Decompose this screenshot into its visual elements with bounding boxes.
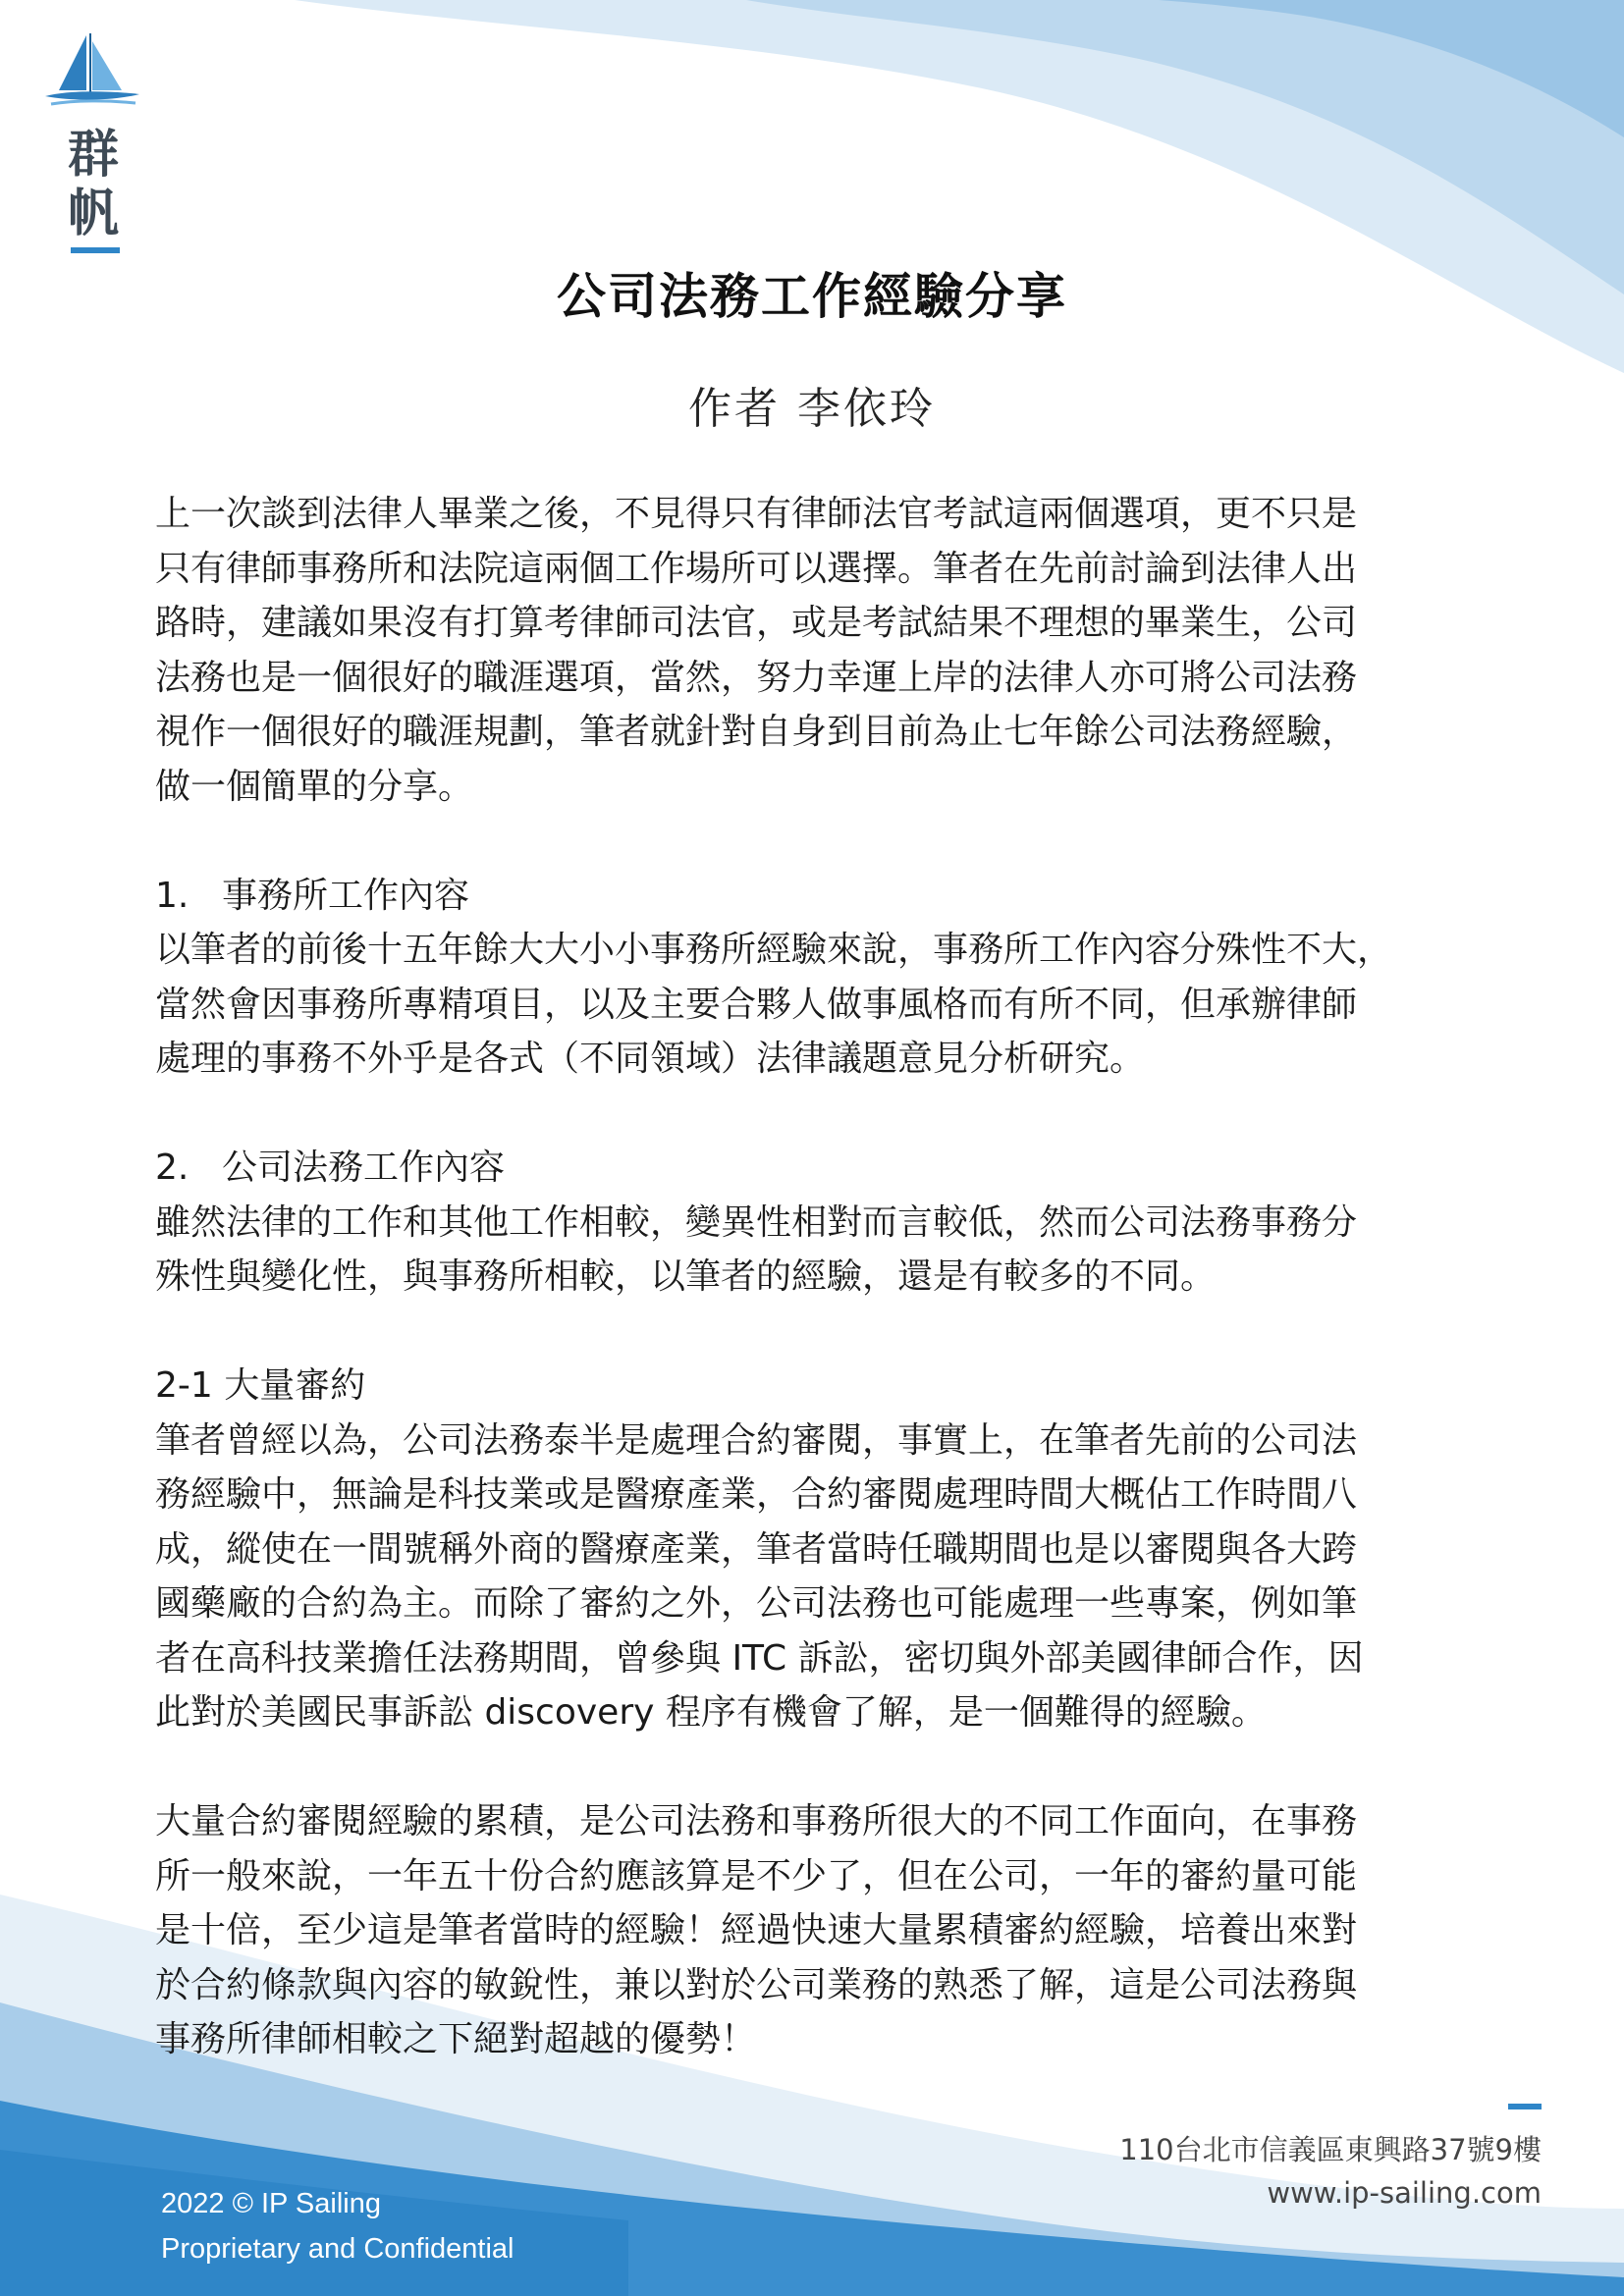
- section2-1-line: 此對於美國民事訴訟 discovery 程序有機會了解，是一個難得的經驗。: [155, 1692, 1267, 1733]
- brand-name-line2: 帆: [67, 185, 119, 243]
- intro-line: 路時，建議如果沒有打算考律師司法官，或是考試結果不理想的畢業生，公司: [155, 603, 1358, 643]
- sailboat-logo-icon: [37, 31, 145, 112]
- section1-line: 以筆者的前後十五年餘大大小小事務所經驗來說，事務所工作內容分殊性不大，: [155, 930, 1393, 970]
- paragraph-gap: [155, 814, 1490, 869]
- address-accent-bar: [1508, 2104, 1542, 2109]
- section2-number: 2.: [155, 1148, 189, 1188]
- section2-paragraph: [155, 1196, 1490, 1305]
- paragraph-gap: [155, 1740, 1490, 1795]
- intro-line: 做一個簡單的分享。: [155, 766, 474, 807]
- intro-line: 只有律師事務所和法院這兩個工作場所可以選擇。筆者在先前討論到法律人出: [155, 548, 1358, 589]
- closing-line: 所一般來說，一年五十份合約應該算是不少了，但在公司，一年的審約量可能: [155, 1855, 1358, 1896]
- section1-line: 當然會因事務所專精項目，以及主要合夥人做事風格而有所不同，但承辦律師: [155, 984, 1358, 1025]
- brand-accent-bar: [71, 247, 120, 253]
- section1-number: 1.: [155, 875, 189, 916]
- section2-1-line: 者在高科技業擔任法務期間，曾參與 ITC 訴訟，密切與外部美國律師合作，因: [155, 1637, 1364, 1679]
- section2-1-heading: [155, 1359, 1490, 1414]
- section2-heading: [155, 1141, 1490, 1196]
- intro-line: 法務也是一個很好的職涯選項，當然，努力幸運上岸的法律人亦可將公司法務: [155, 657, 1358, 698]
- closing-line: 事務所律師相較之下絕對超越的優勢！: [155, 2019, 757, 2059]
- brand-name-line1: 群: [67, 126, 119, 185]
- closing-line: 大量合約審閱經驗的累積，是公司法務和事務所很大的不同工作面向，在事務: [155, 1801, 1358, 1842]
- section2-line: 殊性與變化性，與事務所相較，以筆者的經驗，還是有較多的不同。: [155, 1256, 1217, 1297]
- paragraph-gap: [155, 1087, 1490, 1142]
- company-address-block: [1119, 2128, 1542, 2215]
- brand-name: [59, 126, 128, 243]
- intro-paragraph: [155, 487, 1490, 814]
- closing-paragraph: [155, 1794, 1490, 2067]
- section2-1-line: 成，縱使在一間號稱外商的醫療產業，筆者當時任職期間也是以審閱與各大跨: [155, 1528, 1358, 1570]
- article-body: [155, 487, 1490, 2067]
- section2-line: 雖然法律的工作和其他工作相較，變異性相對而言較低，然而公司法務事務分: [155, 1201, 1358, 1243]
- article-author: 作者 李依玲: [688, 384, 936, 434]
- copyright-text: 2022 © IP Sailing: [161, 2188, 381, 2219]
- closing-line: 是十倍，至少這是筆者當時的經驗！經過快速大量累積審約經驗，培養出來對: [155, 1910, 1358, 1950]
- closing-line: 於合約條款與內容的敏銳性，兼以對於公司業務的熟悉了解，這是公司法務與: [155, 1964, 1358, 2005]
- confidential-text: Proprietary and Confidential: [161, 2233, 514, 2265]
- brand-logo: [37, 31, 145, 112]
- section2-1-paragraph: [155, 1414, 1490, 1740]
- footer-legal: [161, 2181, 514, 2271]
- intro-line: 視作一個很好的職涯規劃，筆者就針對自身到目前為止七年餘公司法務經驗，: [155, 712, 1358, 752]
- article-title: 公司法務工作經驗分享: [557, 268, 1067, 325]
- section2-1-line: 務經驗中，無論是科技業或是醫療產業，合約審閱處理時間大概佔工作時間八: [155, 1474, 1358, 1515]
- paragraph-gap: [155, 1305, 1490, 1360]
- company-website-link[interactable]: www.ip-sailing.com: [1267, 2176, 1542, 2210]
- section1-paragraph: [155, 923, 1490, 1087]
- section2-1-heading-text: 2-1 大量審約: [155, 1365, 366, 1406]
- section2-1-line: 筆者曾經以為，公司法務泰半是處理合約審閱，事實上，在筆者先前的公司法: [155, 1419, 1358, 1461]
- section1-heading: [155, 869, 1490, 924]
- section2-heading-text: 公司法務工作內容: [222, 1148, 506, 1188]
- intro-line: 上一次談到法律人畢業之後，不見得只有律師法官考試這兩個選項，更不只是: [155, 494, 1358, 534]
- company-address: 110台北市信義區東興路37號9樓: [1119, 2133, 1542, 2166]
- section2-1-line: 國藥廠的合約為主。而除了審約之外，公司法務也可能處理一些專案，例如筆: [155, 1583, 1358, 1624]
- section1-line: 處理的事務不外乎是各式（不同領域）法律議題意見分析研究。: [155, 1039, 1146, 1079]
- section1-heading-text: 事務所工作內容: [222, 875, 470, 916]
